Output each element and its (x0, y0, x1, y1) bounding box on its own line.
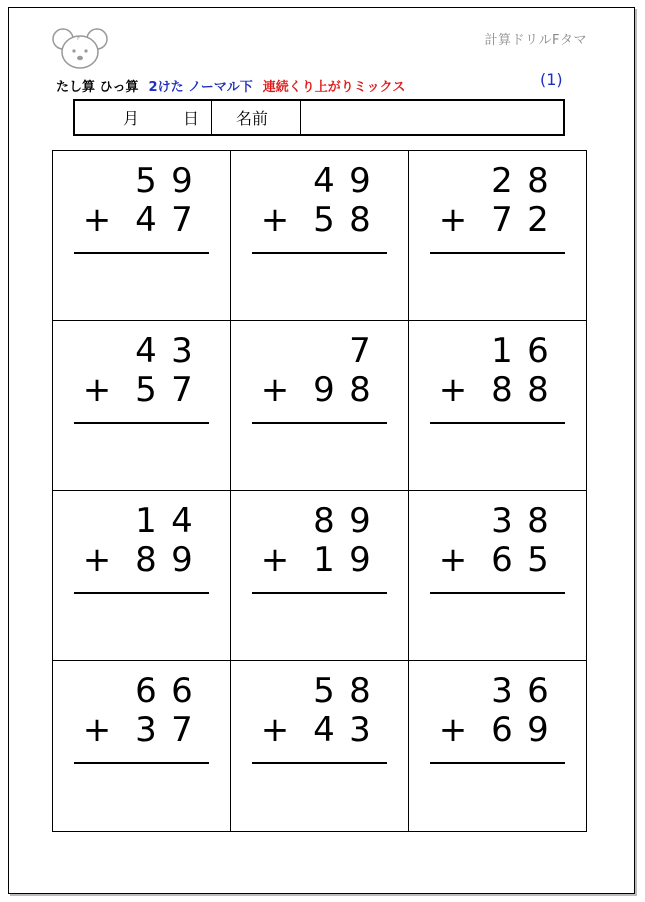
bottom-tens-digit: 8 (491, 370, 513, 410)
bottom-ones-digit: 8 (349, 200, 371, 240)
name-date-box (73, 99, 565, 136)
plus-sign: + (438, 200, 468, 240)
plus-sign: + (82, 200, 112, 240)
plus-sign: + (260, 540, 290, 580)
plus-sign: + (82, 370, 112, 410)
problem-cell[interactable] (231, 151, 409, 321)
bottom-ones-digit: 7 (171, 370, 193, 410)
bottom-ones-digit: 2 (527, 200, 549, 240)
bottom-tens-digit: 1 (313, 540, 335, 580)
bottom-tens-digit: 7 (491, 200, 513, 240)
plus-sign: + (438, 710, 468, 750)
problem-cell[interactable] (53, 321, 231, 491)
plus-sign: + (438, 540, 468, 580)
top-tens-digit: 2 (491, 161, 513, 201)
answer-line (252, 762, 387, 764)
problem-cell[interactable] (409, 491, 586, 661)
bottom-tens-digit: 8 (135, 540, 157, 580)
top-tens-digit: 3 (491, 671, 513, 711)
plus-sign: + (82, 540, 112, 580)
top-tens-digit: 5 (135, 161, 157, 201)
top-ones-digit: 6 (527, 671, 549, 711)
top-ones-digit: 6 (527, 331, 549, 371)
top-tens-digit: 1 (491, 331, 513, 371)
top-tens-digit: 3 (491, 501, 513, 541)
plus-sign: + (438, 370, 468, 410)
top-tens-digit: 6 (135, 671, 157, 711)
answer-line (74, 422, 209, 424)
bottom-ones-digit: 9 (171, 540, 193, 580)
problem-grid (52, 150, 587, 832)
bottom-ones-digit: 9 (527, 710, 549, 750)
top-tens-digit: 5 (313, 671, 335, 711)
problem-cell[interactable] (409, 661, 586, 831)
svg-text:F: F (77, 35, 81, 42)
worksheet-title (56, 76, 405, 95)
problem-cell[interactable] (231, 661, 409, 831)
title-operation: たし算 ひっ算 (56, 80, 139, 95)
mouse-logo-icon (51, 27, 109, 71)
top-tens-digit: 4 (313, 161, 335, 201)
title-type: 連続くり上がりミックス (262, 80, 406, 95)
bottom-ones-digit: 8 (349, 370, 371, 410)
name-field[interactable] (301, 101, 563, 134)
problem-cell[interactable] (409, 151, 586, 321)
problem-cell[interactable] (53, 661, 231, 831)
answer-line (74, 592, 209, 594)
top-tens-digit: 4 (135, 331, 157, 371)
top-tens-digit: 1 (135, 501, 157, 541)
top-ones-digit: 8 (527, 501, 549, 541)
bottom-ones-digit: 5 (527, 540, 549, 580)
problem-cell[interactable] (53, 151, 231, 321)
top-ones-digit: 6 (171, 671, 193, 711)
answer-line (430, 252, 565, 254)
problem-cell[interactable] (409, 321, 586, 491)
title-level: 2けた ノーマル下 (148, 80, 253, 95)
bottom-ones-digit: 3 (349, 710, 371, 750)
bottom-ones-digit: 7 (171, 710, 193, 750)
bottom-tens-digit: 6 (491, 540, 513, 580)
bottom-tens-digit: 4 (313, 710, 335, 750)
answer-line (430, 422, 565, 424)
bottom-ones-digit: 9 (349, 540, 371, 580)
bottom-ones-digit: 7 (171, 200, 193, 240)
answer-line (430, 762, 565, 764)
answer-line (252, 422, 387, 424)
bottom-ones-digit: 8 (527, 370, 549, 410)
bottom-tens-digit: 5 (135, 370, 157, 410)
brand-label: 計算ドリルFタマ (484, 33, 587, 48)
top-ones-digit: 7 (349, 331, 371, 371)
top-ones-digit: 8 (527, 161, 549, 201)
top-ones-digit: 9 (349, 501, 371, 541)
answer-line (252, 252, 387, 254)
page-number: (1) (540, 70, 563, 89)
problem-cell[interactable] (231, 321, 409, 491)
top-ones-digit: 9 (171, 161, 193, 201)
problem-cell[interactable] (231, 491, 409, 661)
date-field[interactable] (75, 101, 212, 134)
bottom-tens-digit: 3 (135, 710, 157, 750)
plus-sign: + (82, 710, 112, 750)
problem-cell[interactable] (53, 491, 231, 661)
name-label: 名前 (212, 101, 301, 134)
top-ones-digit: 9 (349, 161, 371, 201)
plus-sign: + (260, 370, 290, 410)
day-label: 日 (183, 109, 200, 128)
answer-line (74, 252, 209, 254)
plus-sign: + (260, 200, 290, 240)
top-ones-digit: 3 (171, 331, 193, 371)
bottom-tens-digit: 4 (135, 200, 157, 240)
top-tens-digit: 8 (313, 501, 335, 541)
answer-line (74, 762, 209, 764)
plus-sign: + (260, 710, 290, 750)
month-label: 月 (123, 109, 140, 128)
answer-line (252, 592, 387, 594)
answer-line (430, 592, 565, 594)
bottom-tens-digit: 6 (491, 710, 513, 750)
top-ones-digit: 8 (349, 671, 371, 711)
bottom-tens-digit: 9 (313, 370, 335, 410)
top-ones-digit: 4 (171, 501, 193, 541)
bottom-tens-digit: 5 (313, 200, 335, 240)
